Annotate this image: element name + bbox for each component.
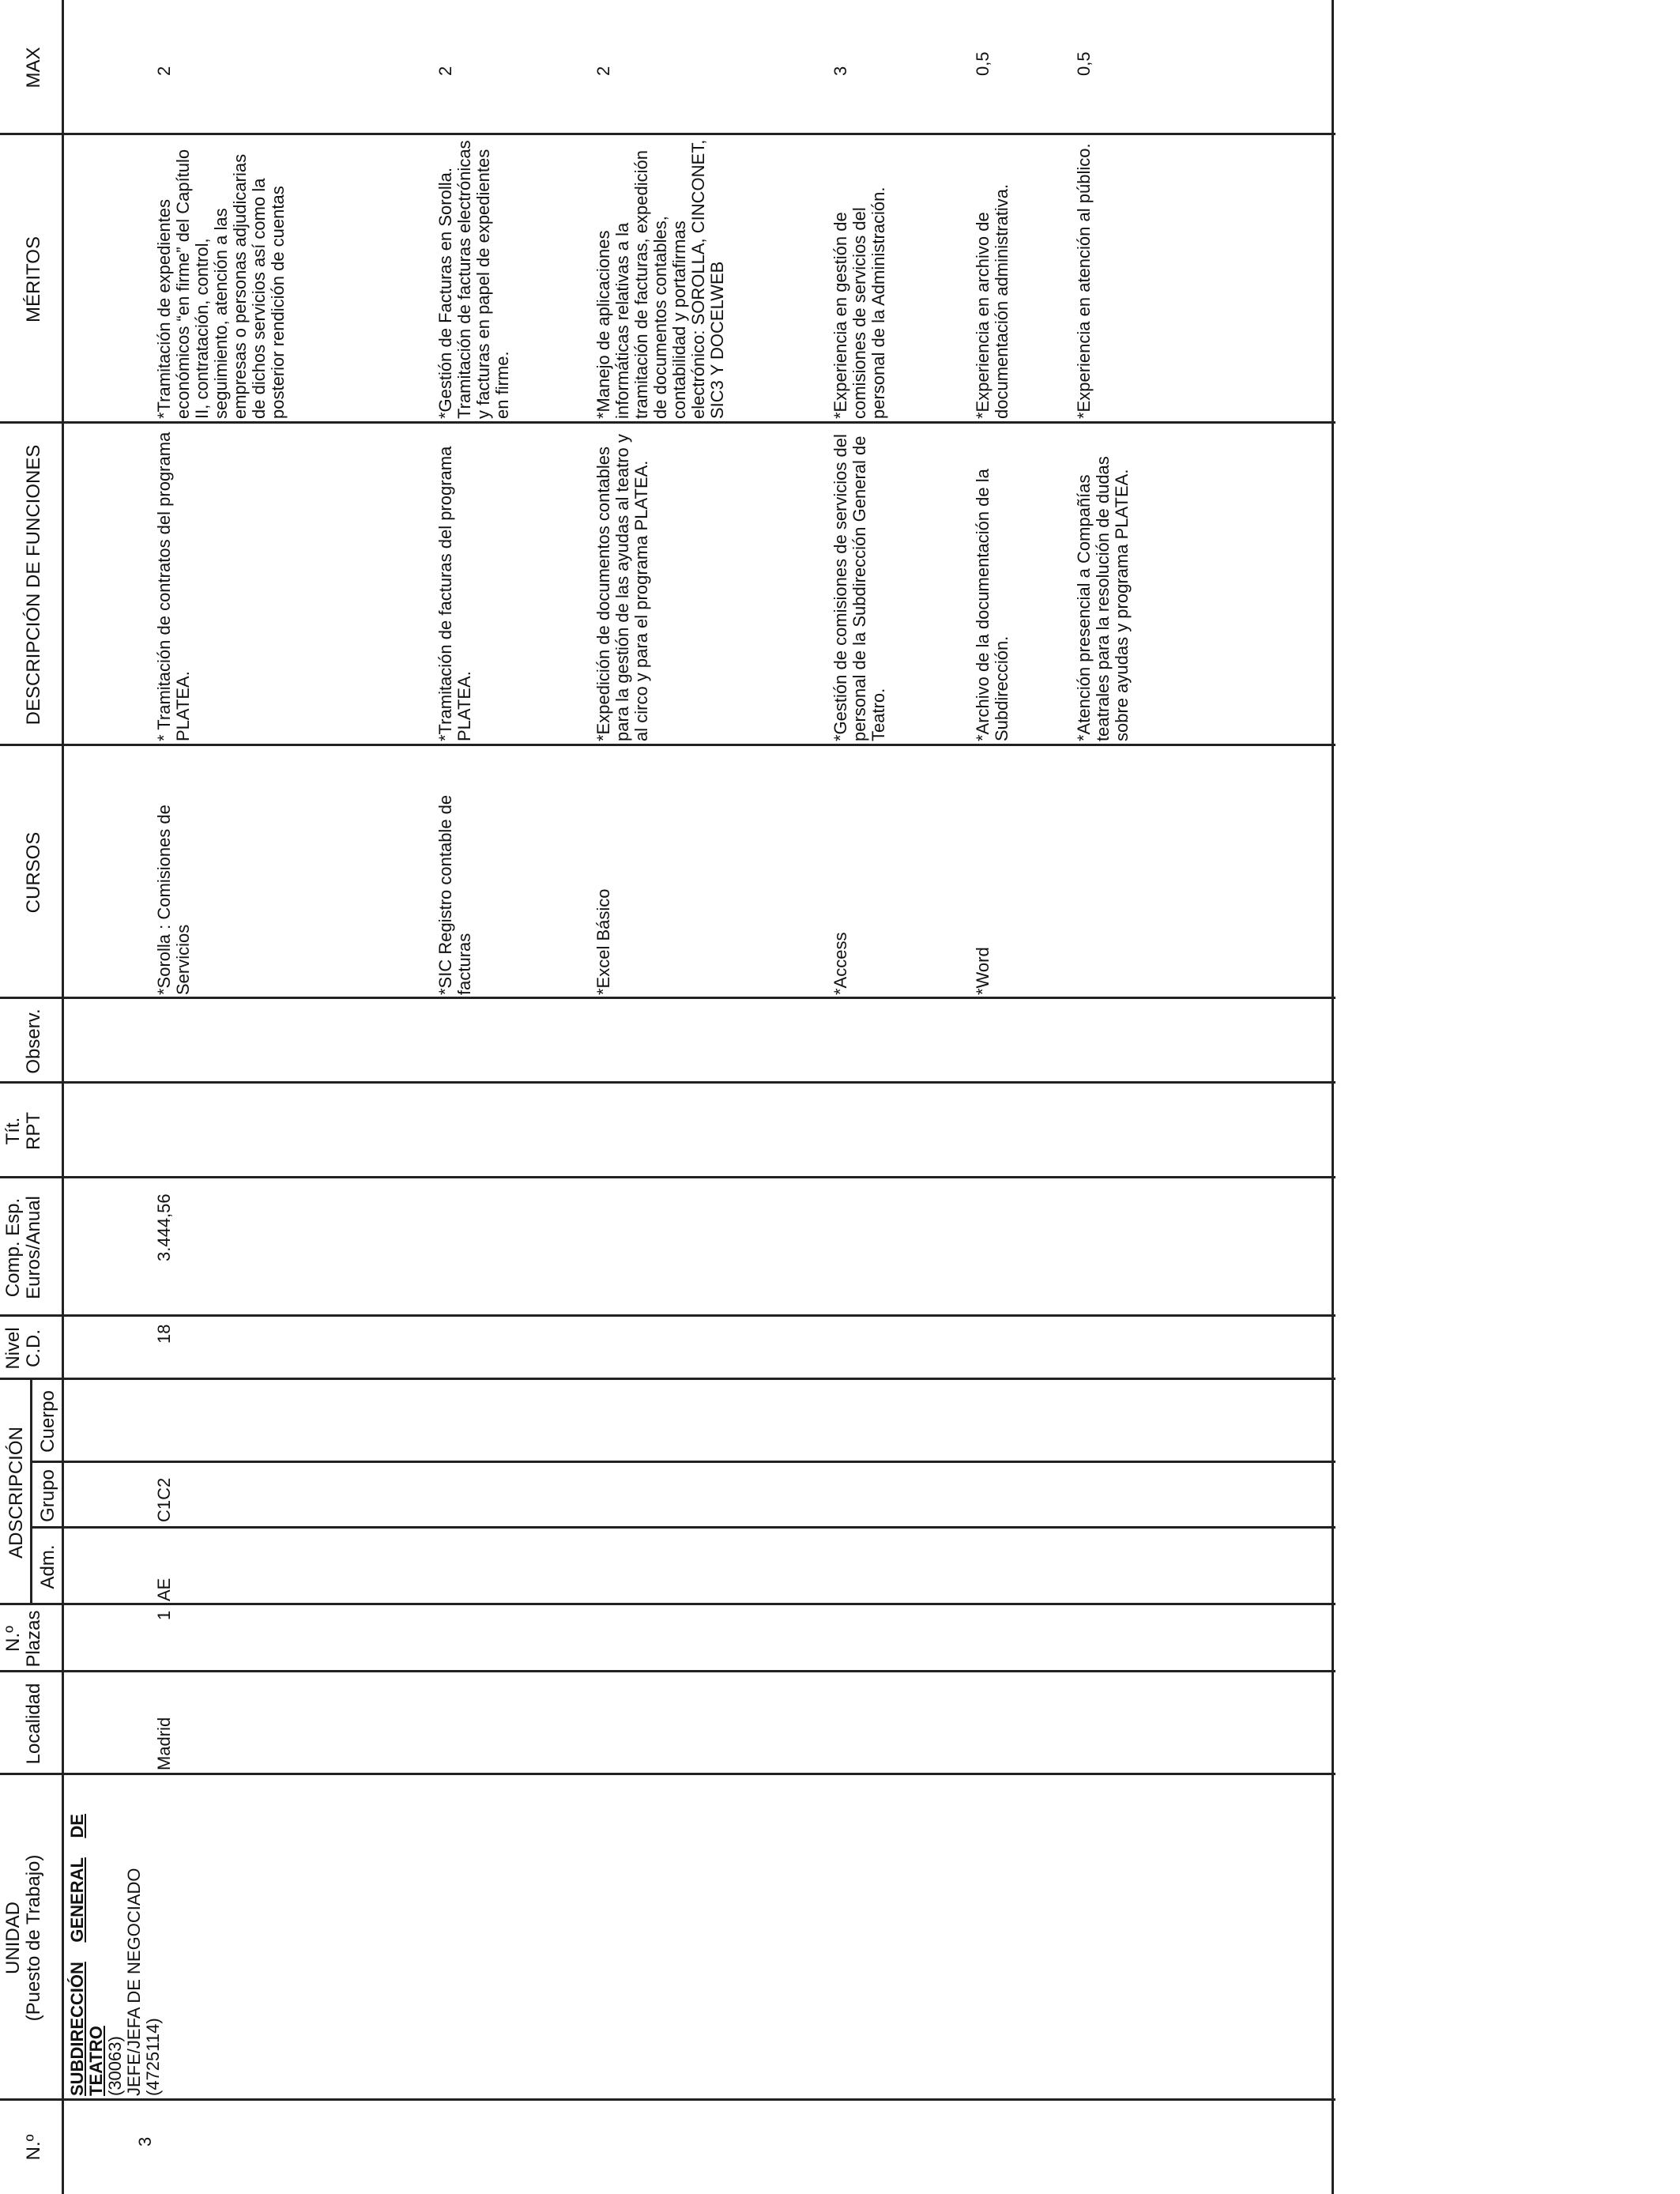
header-cursos: CURSOS [23, 831, 44, 914]
header-plazas-line2: Plazas [23, 1610, 44, 1668]
grid-line [0, 1773, 1335, 1775]
unidad-code: (30063) [105, 2036, 125, 2096]
puesto-code: (4725114) [143, 2018, 163, 2096]
merito-4: *Experiencia en gestión de comisiones de servicios del personal de la Administración. [831, 187, 888, 419]
row-adm: AE [154, 1578, 174, 1601]
grid-line [30, 1378, 32, 1605]
merito-3: *Manejo de aplicaciones informáticas relativas a la tramitación de facturas, expedición de documentos contables, contabilidad y portafirmas electrónico: SOROLLA, CINCONET, SIC3 Y DOCELWEB [593, 139, 727, 419]
funcion-1: * Tramitación de contratos del programa PLATEA. [154, 432, 193, 741]
puesto: JEFE/JEFA DE NEGOCIADO [124, 1868, 144, 2096]
curso-1: *Sorolla : Comisiones de Servicios [154, 805, 193, 995]
grid-line [0, 1314, 1335, 1317]
max-1: 2 [154, 66, 174, 76]
grid-line [1332, 0, 1334, 2194]
row-localidad: Madrid [154, 1717, 174, 1770]
unidad-title-b: GENERAL [67, 1857, 87, 1943]
header-nivel-line2: C.D. [23, 1329, 44, 1367]
funcion-6: *Atención presencial a Compañías teatrales para la resolución de dudas sobre ayudas y programa PLATEA. [1074, 456, 1132, 741]
header-tit [3, 1084, 44, 1178]
max-6: 0,5 [1074, 51, 1094, 76]
header-nivel-line1: Nivel [2, 1327, 24, 1370]
header-unidad [3, 1775, 44, 2101]
grid-line [0, 1603, 1335, 1605]
merito-5: *Experiencia en archivo de documentación administrativa. [973, 183, 1011, 419]
max-4: 3 [831, 66, 850, 76]
grid-line [32, 1526, 1335, 1529]
funcion-2: *Tramitación de facturas del programa PLATEA. [435, 446, 474, 741]
header-unidad-line2: (Puesto de Trabajo) [23, 1854, 44, 2022]
row-num: 3 [135, 2136, 155, 2147]
row-grupo: C1C2 [154, 1477, 174, 1522]
header-max: MAX [23, 47, 44, 89]
unidad-title-c: DE [67, 1814, 87, 1838]
curso-3: *Excel Básico [593, 888, 613, 995]
row-comp: 3.444,56 [154, 1193, 174, 1261]
header-observ: Observ. [23, 1008, 44, 1074]
header-grupo: Grupo [37, 1469, 58, 1522]
merito-2: *Gestión de Facturas en Sorolla. Tramitación de facturas electrónicas y facturas en papel de expedientes en firme. [435, 140, 512, 419]
header-adscripcion: ADSCRIPCIÓN [6, 1427, 27, 1559]
max-2: 2 [435, 66, 455, 76]
merito-6: *Experiencia en atención al público. [1074, 143, 1094, 419]
grid-line [0, 1176, 1335, 1178]
funcion-5: *Archivo de la documentación de la Subdirección. [973, 469, 1011, 741]
funcion-3: *Expedición de documentos contables para la gestión de las ayudas al teatro y al circo y para el programa PLATEA. [593, 434, 651, 741]
header-comp-line1: Comp. Esp. [2, 1197, 24, 1298]
header-adm: Adm. [37, 1544, 58, 1589]
header-plazas [3, 1605, 44, 1672]
grid-line [0, 133, 1335, 135]
row-plazas: 1 [154, 1610, 174, 1620]
grid-line [0, 744, 1335, 746]
unidad-title-d: TEATRO [86, 2026, 106, 2096]
header-comp [3, 1178, 44, 1317]
header-unidad-line1: UNIDAD [2, 1902, 24, 1975]
merito-1: *Tramitación de expedientes económicos “en firme” del Capítulo II, contratación, control, seguimiento, atención a las empresas o personas adjudicarias de dichos servicios así como la posterior rendición de cuentas [154, 149, 288, 419]
header-nivel [3, 1317, 44, 1380]
grid-line [62, 0, 64, 2194]
grid-line [0, 1378, 1335, 1380]
unidad-title-line [68, 1780, 87, 2096]
curso-2: *SIC Registro contable de facturas [435, 794, 474, 995]
max-3: 2 [593, 66, 613, 76]
unidad-title-a: SUBDIRECCIÓN [67, 1962, 87, 2096]
header-cuerpo: Cuerpo [37, 1390, 58, 1453]
grid-line [0, 2098, 1335, 2101]
row-unidad [68, 1780, 163, 2096]
grid-line [0, 1670, 1335, 1672]
header-localidad: Localidad [23, 1683, 44, 1765]
header-plazas-line1: N.º [2, 1626, 24, 1652]
max-5: 0,5 [973, 51, 993, 76]
row-nivel: 18 [154, 1324, 174, 1344]
funcion-4: *Gestión de comisiones de servicios del personal de la Subdirección General de Teatro. [831, 434, 888, 741]
header-meritos: MÉRITOS [23, 236, 44, 322]
header-funciones: DESCRIPCIÓN DE FUNCIONES [23, 444, 44, 726]
grid-line [0, 1081, 1335, 1084]
curso-5: *Word [973, 947, 993, 995]
header-tit-line2: RPT [23, 1112, 44, 1150]
grid-line [0, 421, 1335, 424]
header-tit-line1: Tít. [2, 1117, 24, 1145]
curso-4: *Access [831, 932, 850, 995]
grid-line [0, 997, 1335, 999]
header-num: N.º [23, 2134, 44, 2161]
header-comp-line2: Euros/Anual [23, 1196, 44, 1299]
grid-line [32, 1461, 1335, 1463]
